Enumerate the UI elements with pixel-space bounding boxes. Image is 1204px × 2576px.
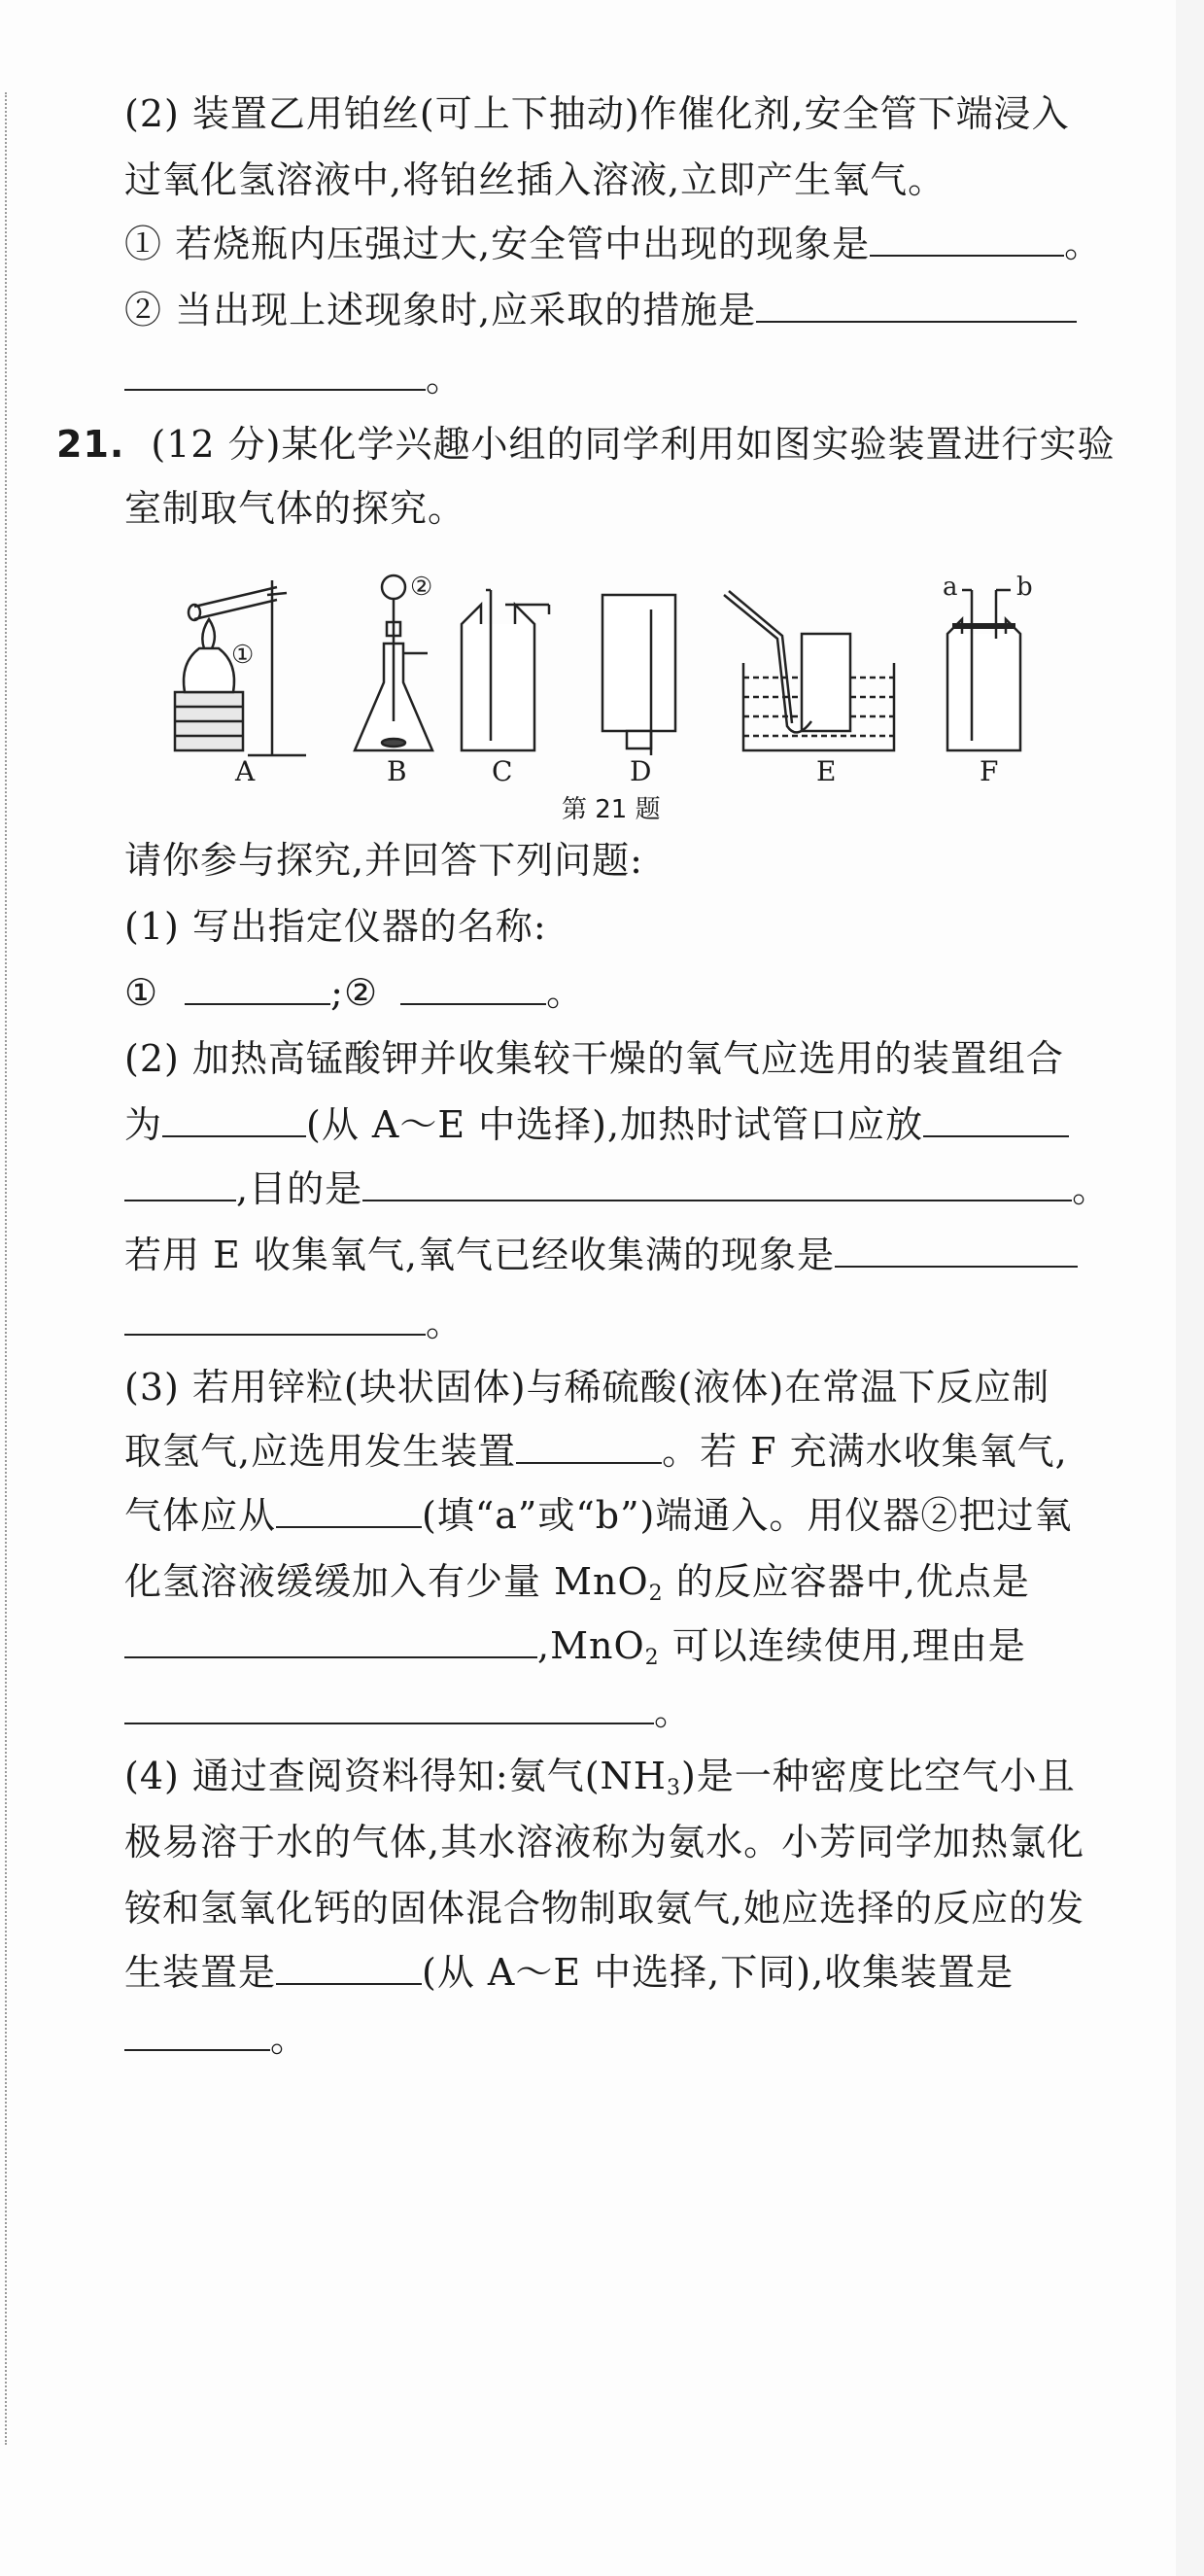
apparatus-b (355, 575, 432, 750)
answer-blank[interactable] (400, 974, 546, 1005)
answer-blank[interactable] (124, 1170, 236, 1201)
s3-text: 化氢溶液缓缓加入有少量 MnO (124, 1560, 649, 1603)
answer-blank[interactable] (124, 1627, 537, 1658)
answer-blank[interactable] (276, 1497, 422, 1528)
s3-text: 气体应从 (124, 1494, 277, 1537)
s3-text: ,MnO (537, 1624, 645, 1667)
p2-item-a-text: ① 若烧瓶内压强过大,安全管中出现的现象是 (124, 223, 871, 265)
s3-line-1: (3) 若用锌粒(块状固体)与稀硫酸(液体)在常温下反应制 (124, 1366, 1050, 1409)
s2-line-5 (124, 1299, 464, 1347)
s3-text: (填“a”或“b”)端通入。用仪器②把过氧 (422, 1494, 1073, 1537)
s2-text: 若用 E 收集氧气,氧气已经收集满的现象是 (124, 1234, 835, 1276)
answer-blank[interactable] (516, 1433, 662, 1464)
s2-line-2 (124, 1100, 1069, 1149)
period: 。 (546, 971, 585, 1014)
period: 。 (270, 2017, 309, 2060)
port-b-label: b (1016, 573, 1033, 602)
s2-text: (从 A～E 中选择),加热时试管口应放 (306, 1103, 924, 1146)
s3-text: 取氢气,应选用发生装置 (124, 1430, 517, 1473)
label-e: E (816, 755, 837, 787)
label-d: D (630, 755, 652, 787)
answer-blank[interactable] (162, 1106, 306, 1137)
label-f: F (980, 755, 999, 787)
mark-1-text: ① (124, 971, 159, 1014)
s4-text: (4) 通过查阅资料得知:氨气(NH (124, 1755, 667, 1797)
s3-line-6 (124, 1688, 692, 1736)
label-a: A (235, 755, 256, 787)
answer-blank[interactable] (870, 226, 1064, 257)
s3-line-2 (124, 1427, 1068, 1476)
port-a-label: a (943, 573, 958, 602)
answer-blank[interactable] (362, 1170, 1072, 1201)
p2-item-b-text: ② 当出现上述现象时,应采取的措施是 (124, 289, 757, 331)
intro-text: 请你参与探究,并回答下列问题: (124, 839, 643, 882)
s1-answers (124, 968, 584, 1017)
s4-line-2: 极易溶于水的气体,其水溶液称为氨水。小芳同学加热氯化 (124, 1821, 1085, 1863)
period: 。 (426, 1302, 464, 1344)
p2-line-1: (2) 装置乙用铂丝(可上下抽动)作催化剂,安全管下端浸入 (124, 92, 1070, 135)
figure-caption: 第 21 题 (562, 795, 661, 824)
s4-line-5 (124, 2014, 308, 2063)
s3-text: 可以连续使用,理由是 (659, 1624, 1026, 1667)
answer-blank[interactable] (124, 360, 426, 391)
answer-blank[interactable] (185, 974, 330, 1005)
s4-line-1 (124, 1752, 1076, 1813)
apparatus-f (947, 590, 1020, 750)
s4-text: 生装置是 (124, 1951, 277, 1994)
p2-item-a (124, 220, 1102, 268)
s3-text: 。若 F 充满水收集氧气, (662, 1430, 1068, 1473)
s3-line-5 (124, 1621, 1026, 1683)
s1-text: (1) 写出指定仪器的名称: (124, 905, 547, 948)
s2-line-3 (124, 1165, 1110, 1213)
apparatus-d (602, 595, 675, 755)
q21-header (56, 420, 1116, 469)
q21-line-1: (12 分)某化学兴趣小组的同学利用如图实验装置进行实验 (151, 423, 1116, 466)
q21-line-2: 室制取气体的探究。 (124, 487, 466, 530)
answer-blank[interactable] (124, 1693, 654, 1724)
period: 。 (426, 357, 464, 400)
s4-text: )是一种密度比空气小且 (680, 1755, 1076, 1797)
p2-item-b (124, 286, 1077, 334)
answer-blank[interactable] (756, 292, 1077, 323)
apparatus-diagram (155, 566, 1088, 799)
s3-text: 的反应容器中,优点是 (663, 1560, 1030, 1603)
answer-blank[interactable] (124, 2020, 270, 2051)
subscript: 3 (666, 1776, 681, 1800)
s2-text: 为 (124, 1103, 163, 1146)
answer-blank[interactable] (923, 1106, 1069, 1137)
s3-line-3 (124, 1491, 1072, 1540)
s2-line-4 (124, 1231, 1078, 1279)
apparatus-c (462, 590, 549, 750)
s2-line-1: (2) 加热高锰酸钾并收集较干燥的氧气应选用的装置组合 (124, 1037, 1064, 1080)
mark-2: ② (410, 573, 433, 602)
s4-line-3: 铵和氢氧化钙的固体混合物制取氨气,她应选择的反应的发 (124, 1887, 1085, 1930)
subscript: 2 (644, 1646, 660, 1670)
p2-line-2: 过氧化氢溶液中,将铂丝插入溶液,立即产生氧气。 (124, 158, 946, 201)
label-c: C (492, 755, 513, 787)
label-b: B (387, 755, 407, 787)
answer-blank[interactable] (124, 1305, 426, 1336)
apparatus-figure (155, 566, 1088, 799)
period: 。 (1072, 1167, 1111, 1210)
binding-margin-rule (5, 92, 7, 2445)
question-number: 21. (56, 423, 125, 466)
s4-text: (从 A～E 中选择,下同),收集装置是 (422, 1951, 1015, 1994)
s2-text: ,目的是 (236, 1167, 363, 1210)
mark-2-text: ;② (330, 971, 379, 1014)
s3-line-4 (124, 1557, 1030, 1619)
p2-item-b-cont (124, 354, 464, 402)
mark-1: ① (231, 641, 255, 670)
answer-blank[interactable] (276, 1954, 422, 1985)
period: 。 (654, 1690, 693, 1733)
subscript: 2 (648, 1582, 664, 1606)
s4-line-4 (124, 1948, 1014, 1997)
apparatus-e (724, 591, 894, 750)
answer-blank[interactable] (835, 1236, 1078, 1268)
period: 。 (1064, 223, 1103, 265)
